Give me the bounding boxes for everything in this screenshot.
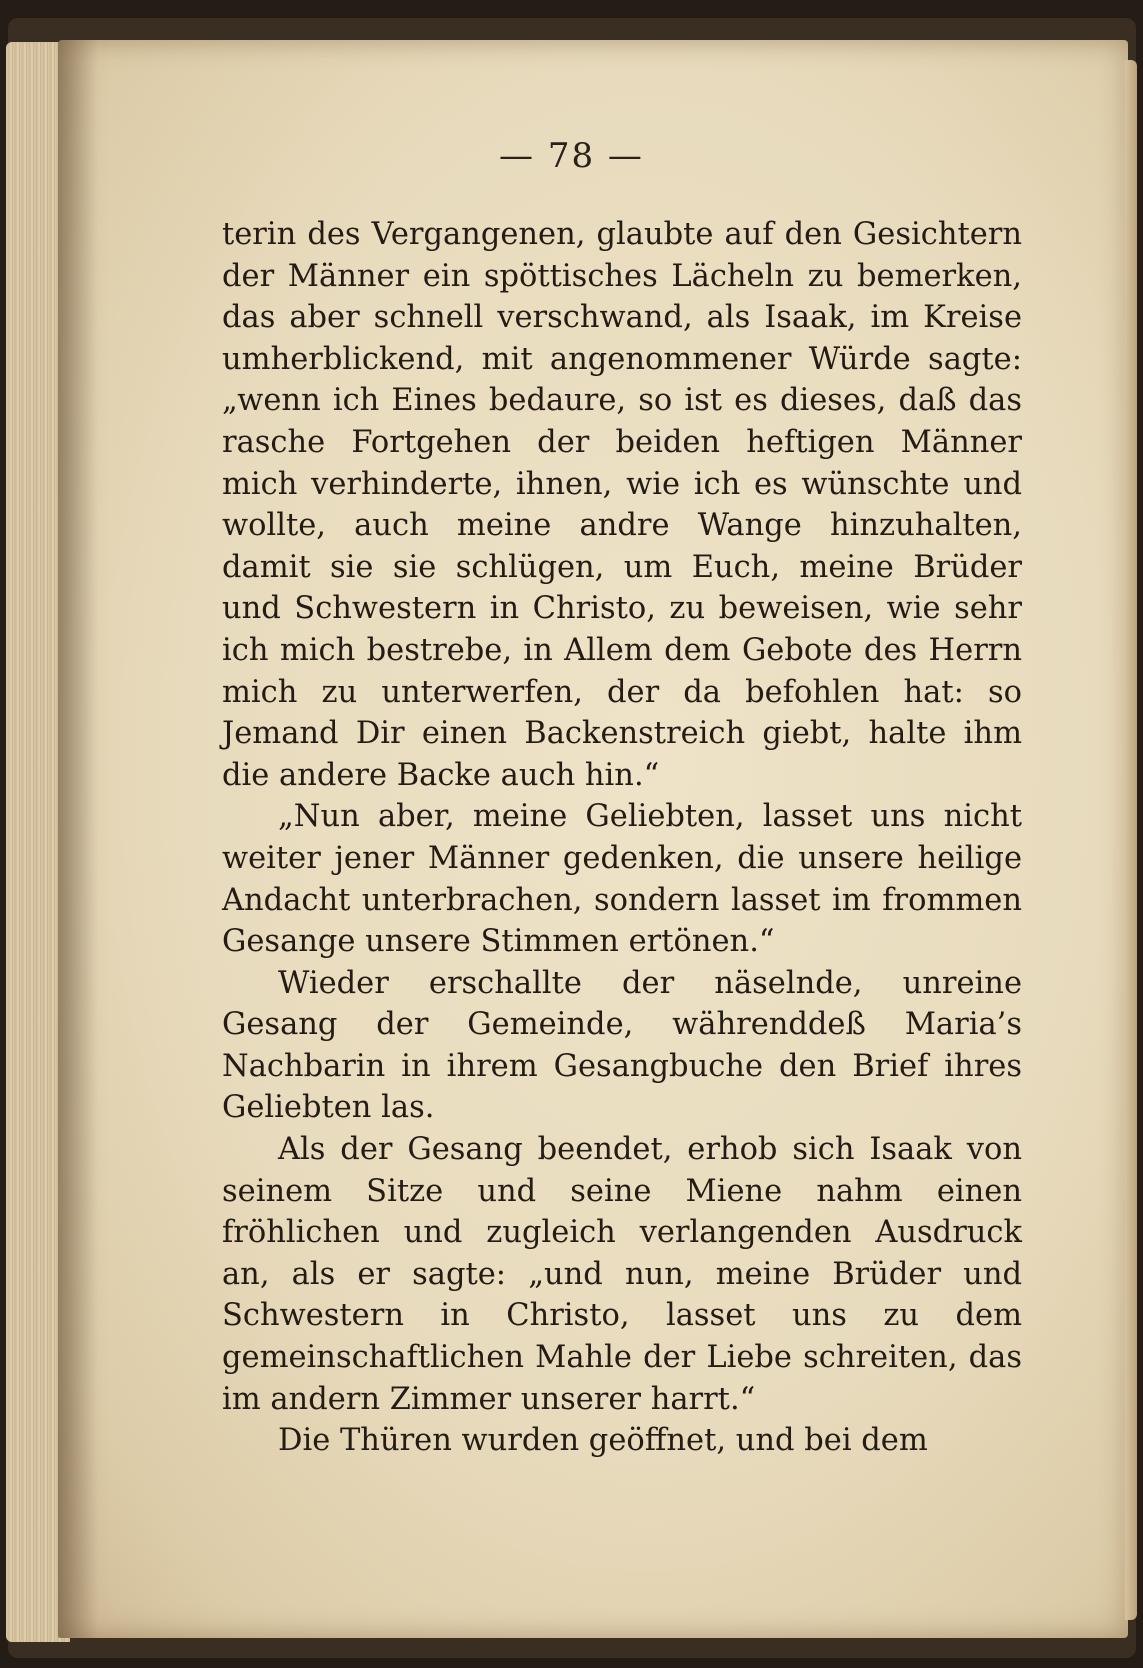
spine-shadow xyxy=(58,40,98,1638)
paragraph-1: terin des Vergangenen, glaubte auf den Gesichtern der Männer ein spöttisches Lächeln zu bemerken, das aber schnell verschwand, als Isaak, im Kreise umherblickend, mit angenommener Würde sagte: „wenn ich Eines bedaure, so ist es dieses, daß das rasche Fortgehen der beiden heftigen Männer mich verhinderte, ihnen, wie ich es wünschte und wollte, auch meine andre Wange hinzuhalten, damit sie sie schlügen, um Euch, meine Brüder und Schwestern in Christo, zu beweisen, wie sehr ich mich bestrebe, in Allem dem Gebote des Herrn mich zu unterwerfen, der da befohlen hat: so Jemand Dir einen Backenstreich giebt, halte ihm die andere Backe auch hin.“ xyxy=(222,217,1022,793)
body-text xyxy=(222,214,1022,1462)
paragraph-5: Die Thüren wurden geöffnet, und bei dem xyxy=(278,1423,928,1459)
paragraph-4: Als der Gesang beendet, erhob sich Isaak von seinem Sitze und seine Miene nahm einen fröhlichen und zugleich verlangenden Ausdruck an, als er sagte: „und nun, meine Brüder und Schwestern in Christo, lasset uns zu dem gemeinschaftlichen Mahle der Liebe schreiten, das im andern Zimmer unserer harrt.“ xyxy=(222,1132,1022,1417)
page-edges-right xyxy=(1125,60,1137,1620)
paragraph-2: „Nun aber, meine Geliebten, lasset uns nicht weiter jener Männer gedenken, die unsere heilige Andacht unterbrachen, sondern lasset im frommen Gesange unsere Stimmen ertönen.“ xyxy=(222,799,1022,960)
page-number: — 78 — xyxy=(499,136,644,176)
paragraph-3: Wieder erschallte der näselnde, unreine Gesang der Gemeinde, währenddeß Maria’s Nachbarin in ihrem Gesangbuche den Brief ihres Geliebten las. xyxy=(222,965,1022,1126)
